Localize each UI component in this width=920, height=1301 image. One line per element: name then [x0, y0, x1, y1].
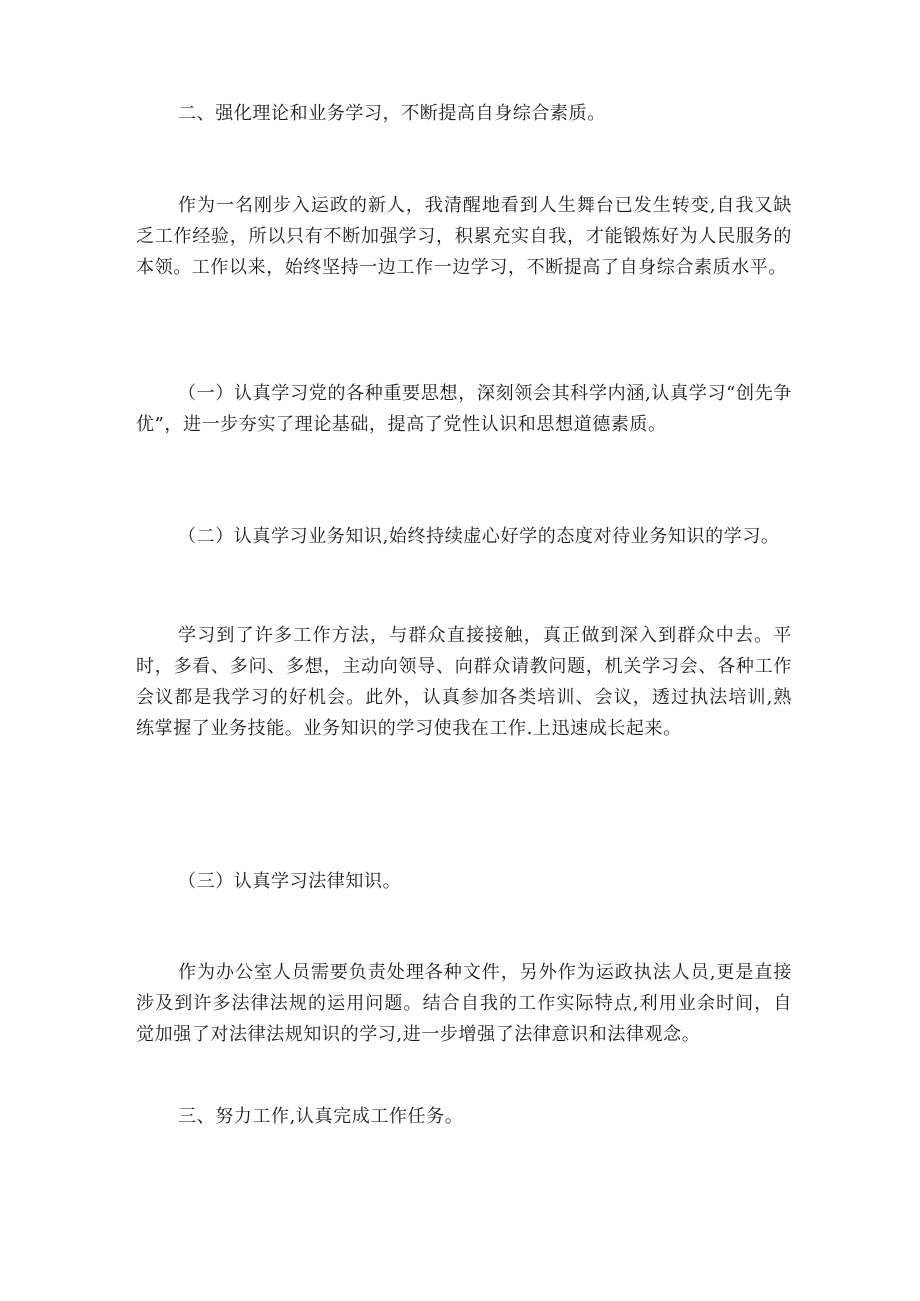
paragraph-work-methods: 学习到了许多工作方法，与群众直接接触，真正做到深入到群众中去。平时，多看、多问、多想，主动向领导、向群众请教问题，机关学习会、各种工作会议都是我学习的好机会。此外，认真参加各类培训、会议，透过执法培训,熟练掌握了业务技能。业务知识的学习使我在工作.上迅速成长起来。	[136, 625, 792, 739]
paragraph-legal-study: 作为办公室人员需要负责处理各种文件，另外作为运政执法人员,更是直接涉及到许多法律法规的运用问题。结合自我的工作实际特点,利用业余时间，自觉加强了对法律法规知识的学习,进一步增强了法律意识和法律观念。	[136, 962, 792, 1045]
section-heading-two: 二、强化理论和业务学习，不断提高自身综合素质。	[178, 103, 606, 124]
subsection-one-theory: （一）认真学习党的各种重要思想，深刻领会其科学内涵,认真学习“创先争优”，进一步夯实了理论基础，提高了党性认识和思想道德素质。	[136, 383, 792, 435]
subsection-two-business: （二）认真学习业务知识,始终持续虚心好学的态度对待业务知识的学习。	[178, 526, 780, 547]
paragraph-intro-learning: 作为一名刚步入运政的新人，我清醒地看到人生舞台已发生转变,自我又缺乏工作经验，所以只有不断加强学习，积累充实自我，才能锻炼好为人民服务的本领。工作以来，始终坚持一边工作一边学习，不断提高了自身综合素质水平。	[136, 195, 792, 278]
section-heading-three: 三、努力工作,认真完成工作任务。	[178, 1106, 464, 1127]
subsection-three-law: （三）认真学习法律知识。	[178, 871, 402, 892]
